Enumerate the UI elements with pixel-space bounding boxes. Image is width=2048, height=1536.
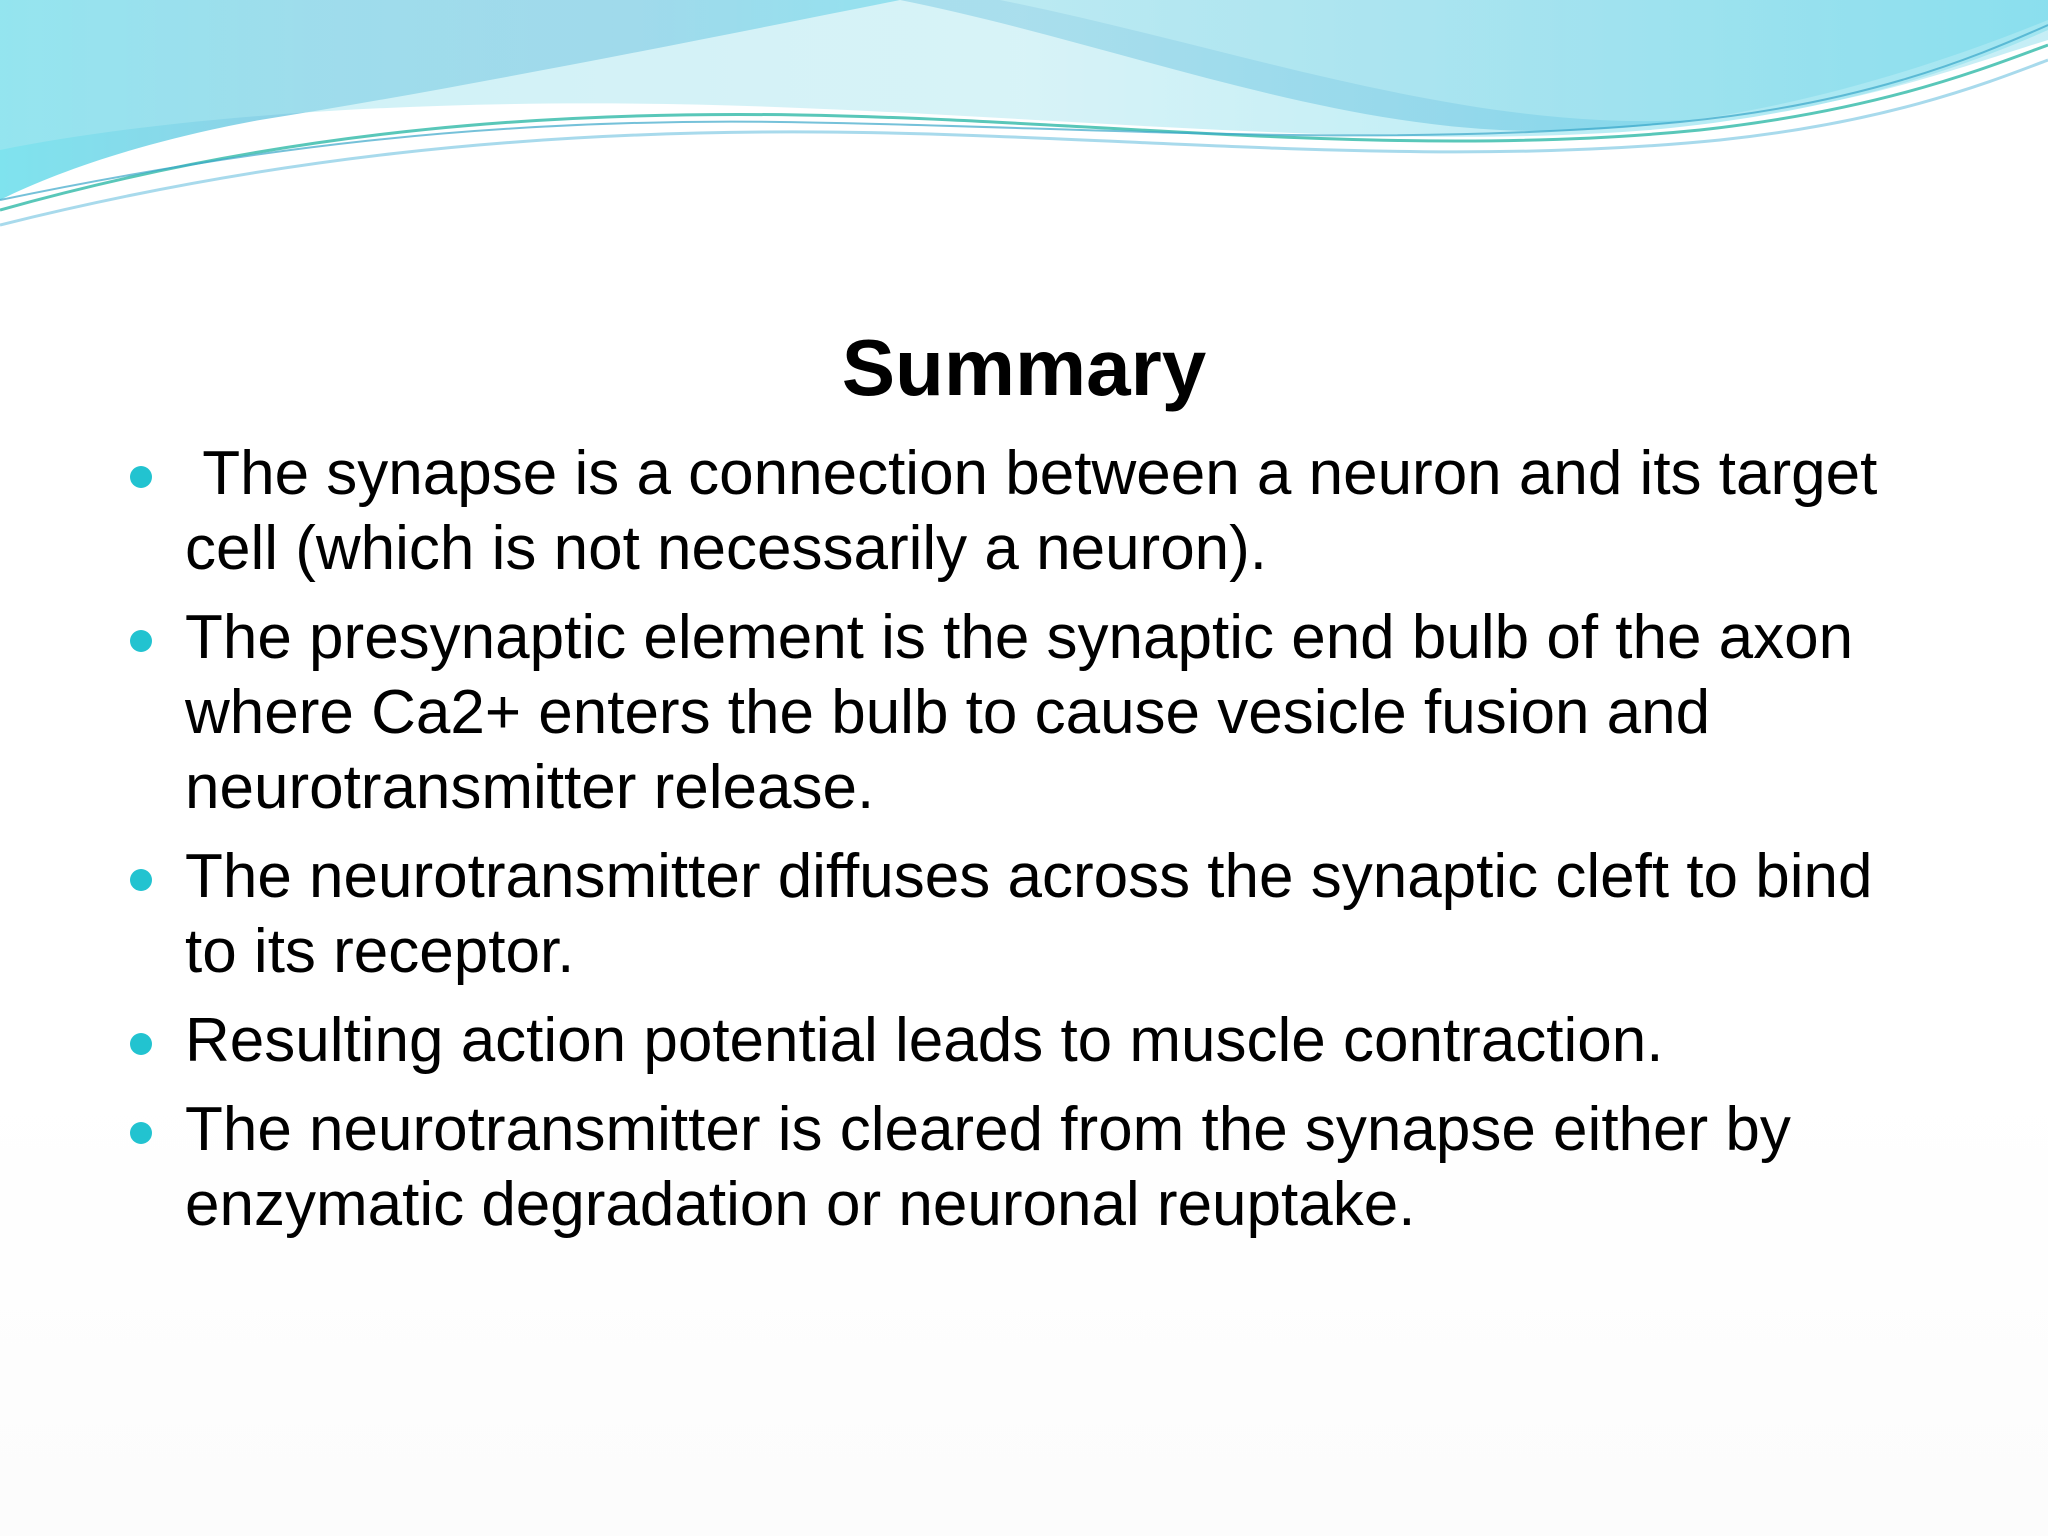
bullet-item <box>0 436 1950 586</box>
bullet-item <box>0 839 1950 989</box>
bullet-dot-icon <box>130 466 152 488</box>
bullet-dot-icon <box>130 1122 152 1144</box>
bullet-text: The presynaptic element is the synaptic end bulb of the axon where Ca2+ enters the bulb to cause vesicle fusion and neurotransmitter release. <box>185 603 1871 822</box>
bullet-text: The neurotransmitter is cleared from the synapse either by enzymatic degradation or neuronal reuptake. <box>185 1095 1809 1239</box>
bullet-list <box>0 436 2048 1256</box>
bullet-dot-icon <box>130 1033 152 1055</box>
bullet-item <box>0 600 1950 825</box>
bullet-text: Resulting action potential leads to muscle contraction. <box>185 1006 1664 1075</box>
bullet-item <box>0 1003 1950 1078</box>
slide-title: Summary <box>841 323 1207 412</box>
bullet-text: The synapse is a connection between a neuron and its target cell (which is not necessarily a neuron). <box>185 439 1895 583</box>
bullet-dot-icon <box>130 869 152 891</box>
bullet-text: The neurotransmitter diffuses across the synaptic cleft to bind to its receptor. <box>185 842 1890 986</box>
bullet-dot-icon <box>130 630 152 652</box>
bullet-item <box>0 1092 1950 1242</box>
wave-header-decoration <box>0 0 2048 240</box>
